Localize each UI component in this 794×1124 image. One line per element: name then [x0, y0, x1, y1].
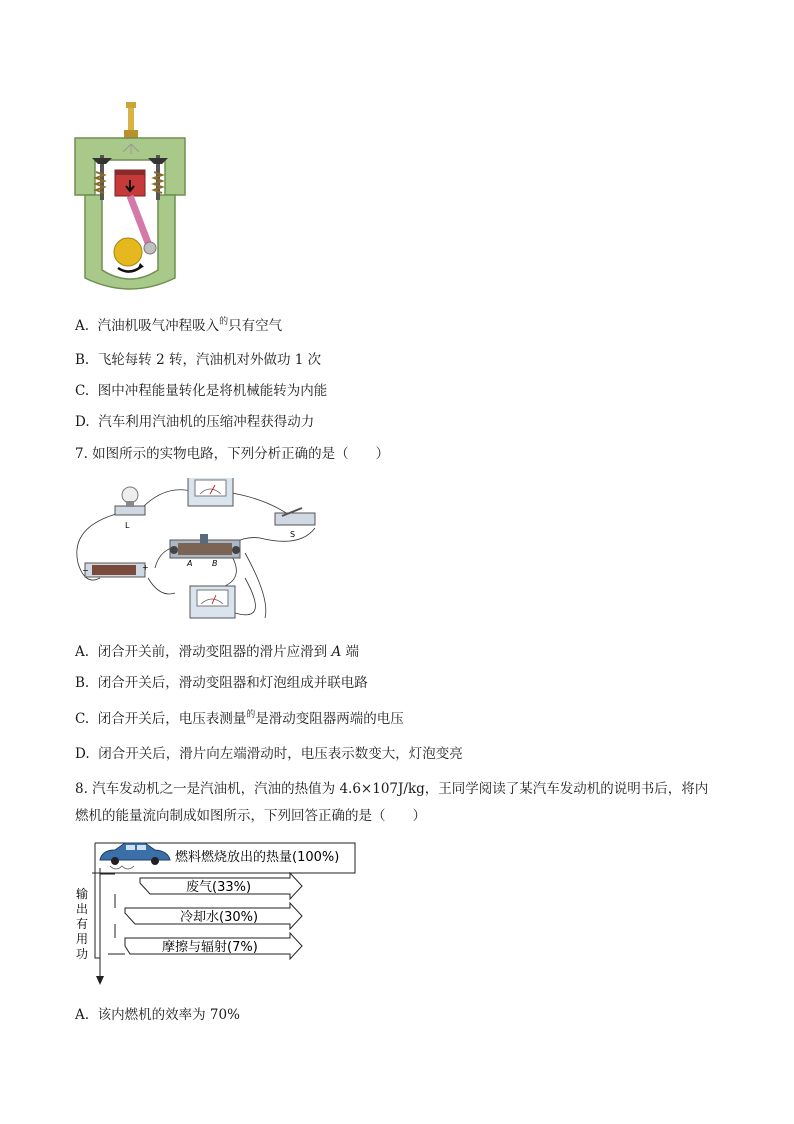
flow-output-char-4: 用 [76, 932, 89, 946]
q6-option-d: D. 汽车利用汽油机的压缩冲程获得动力 [75, 414, 315, 430]
circuit-figure [70, 478, 330, 628]
flow-output-char-2: 出 [76, 902, 89, 916]
q6-option-b: B. 飞轮每转 2 转，汽油机对外做功 1 次 [75, 352, 322, 368]
q7-option-a: A. 闭合开关前，滑动变阻器的滑片应滑到 A 端 [75, 644, 359, 660]
rheostat-end-a: A [187, 559, 193, 568]
lamp-label: L [125, 521, 130, 530]
flow-coolant-label: 冷却水(30%) [180, 910, 259, 925]
q7-stem: 7. 如图所示的实物电路，下列分析正确的是（ ） [75, 446, 390, 462]
svg-text:−: − [82, 566, 89, 575]
q7-option-d: D. 闭合开关后，滑片向左端滑动时，电压表示数变大，灯泡变亮 [75, 746, 463, 762]
switch-label: S [290, 530, 296, 539]
rheostat-end-b: B [212, 559, 218, 568]
flow-exhaust-label: 废气(33%) [186, 880, 252, 895]
q7-option-b: B. 闭合开关后，滑动变阻器和灯泡组成并联电路 [75, 675, 368, 691]
q8-stem-line1: 8. 汽车发动机之一是汽油机，汽油的热值为 4.6×107J/kg，王同学阅读了某汽车发动机的说明书后，将内 [75, 781, 709, 797]
flow-output-char-5: 功 [76, 947, 89, 961]
q8-option-a: A. 该内燃机的效率为 70% [75, 1007, 240, 1023]
flow-friction-label: 摩擦与辐射(7%) [162, 940, 258, 955]
q8-stem-line2: 燃机的能量流向制成如图所示，下列回答正确的是（ ） [75, 808, 426, 824]
flow-output-char-1: 输 [76, 887, 89, 901]
flow-output-char-3: 有 [76, 917, 89, 931]
flow-total-label: 燃料燃烧放出的热量(100%) [175, 850, 340, 865]
q6-option-c: C. 图中冲程能量转化是将机械能转为内能 [75, 383, 328, 399]
q7-option-c: C. 闭合开关后，电压表测量$^的$是滑动变阻器两端的电压 [75, 710, 404, 727]
energy-flow-figure [70, 838, 370, 990]
q6-option-a: A. 汽油机吸气冲程吸入$^的$只有空气 [75, 317, 283, 334]
svg-text:+: + [142, 563, 149, 572]
engine-cylinder-figure [70, 100, 190, 300]
